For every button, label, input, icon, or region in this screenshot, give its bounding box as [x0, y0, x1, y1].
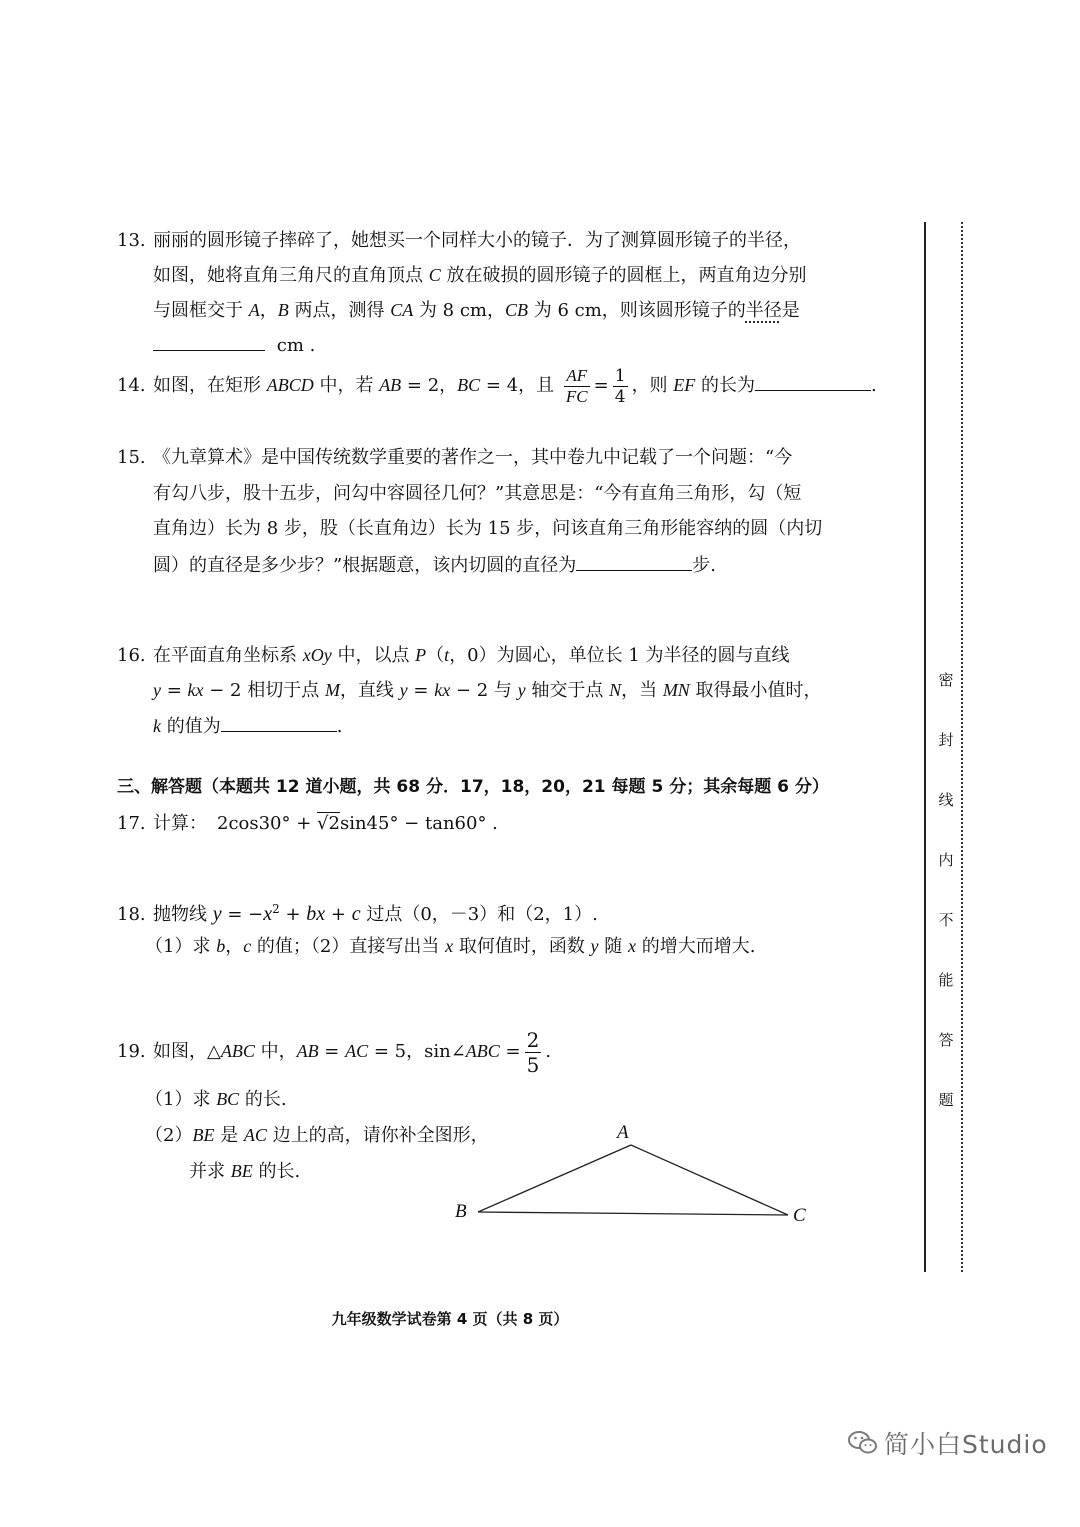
seal-dotted-line: [961, 222, 963, 1272]
vertex-label-b: B: [455, 1201, 467, 1222]
answer-blank: [153, 332, 265, 351]
section-heading: 三、解答题（本题共 12 道小题，共 68 分．17，18，20，21 每题 5 分；其余每题 6 分）: [117, 777, 829, 797]
question-number: 16.: [117, 645, 146, 666]
question-number: 13.: [117, 230, 146, 251]
q13-line1: 丽丽的圆形镜子摔碎了，她想买一个同样大小的镜子．为了测算圆形镜子的半径，: [153, 230, 801, 251]
answer-blank: [576, 552, 692, 571]
question-number: 18.: [117, 904, 146, 925]
vertex-label-a: A: [617, 1122, 629, 1143]
side-bc: [478, 1212, 788, 1215]
question-number: 14.: [117, 375, 146, 396]
answer-blank: [755, 372, 871, 391]
fraction-af-fc: $\frac{AF}{FC}$: [565, 365, 588, 406]
triangle-abc-figure: [440, 1115, 820, 1235]
sqrt-2: √2: [317, 813, 340, 834]
fraction-two-fifths: $\frac{2}{5}$: [526, 1027, 540, 1077]
seal-notice: 密 封 线 内 不 能 答 题: [938, 671, 954, 1109]
side-ac: [631, 1145, 788, 1215]
question-number: 19.: [117, 1041, 146, 1062]
watermark: 简小白Studio: [848, 1425, 1048, 1462]
seal-solid-line: [924, 222, 926, 1272]
vertex-label-c: C: [793, 1205, 806, 1226]
emphasis-dots: 半径: [745, 300, 782, 321]
answer-blank: [221, 713, 337, 732]
side-ab: [478, 1145, 631, 1212]
page-footer: 九年级数学试卷第 4 页（共 8 页）: [331, 1310, 569, 1328]
question-number: 15.: [117, 447, 146, 468]
fraction-one-quarter: $\frac{1}{4}$: [614, 365, 626, 407]
wechat-icon: [848, 1430, 878, 1462]
question-number: 17.: [117, 813, 146, 834]
